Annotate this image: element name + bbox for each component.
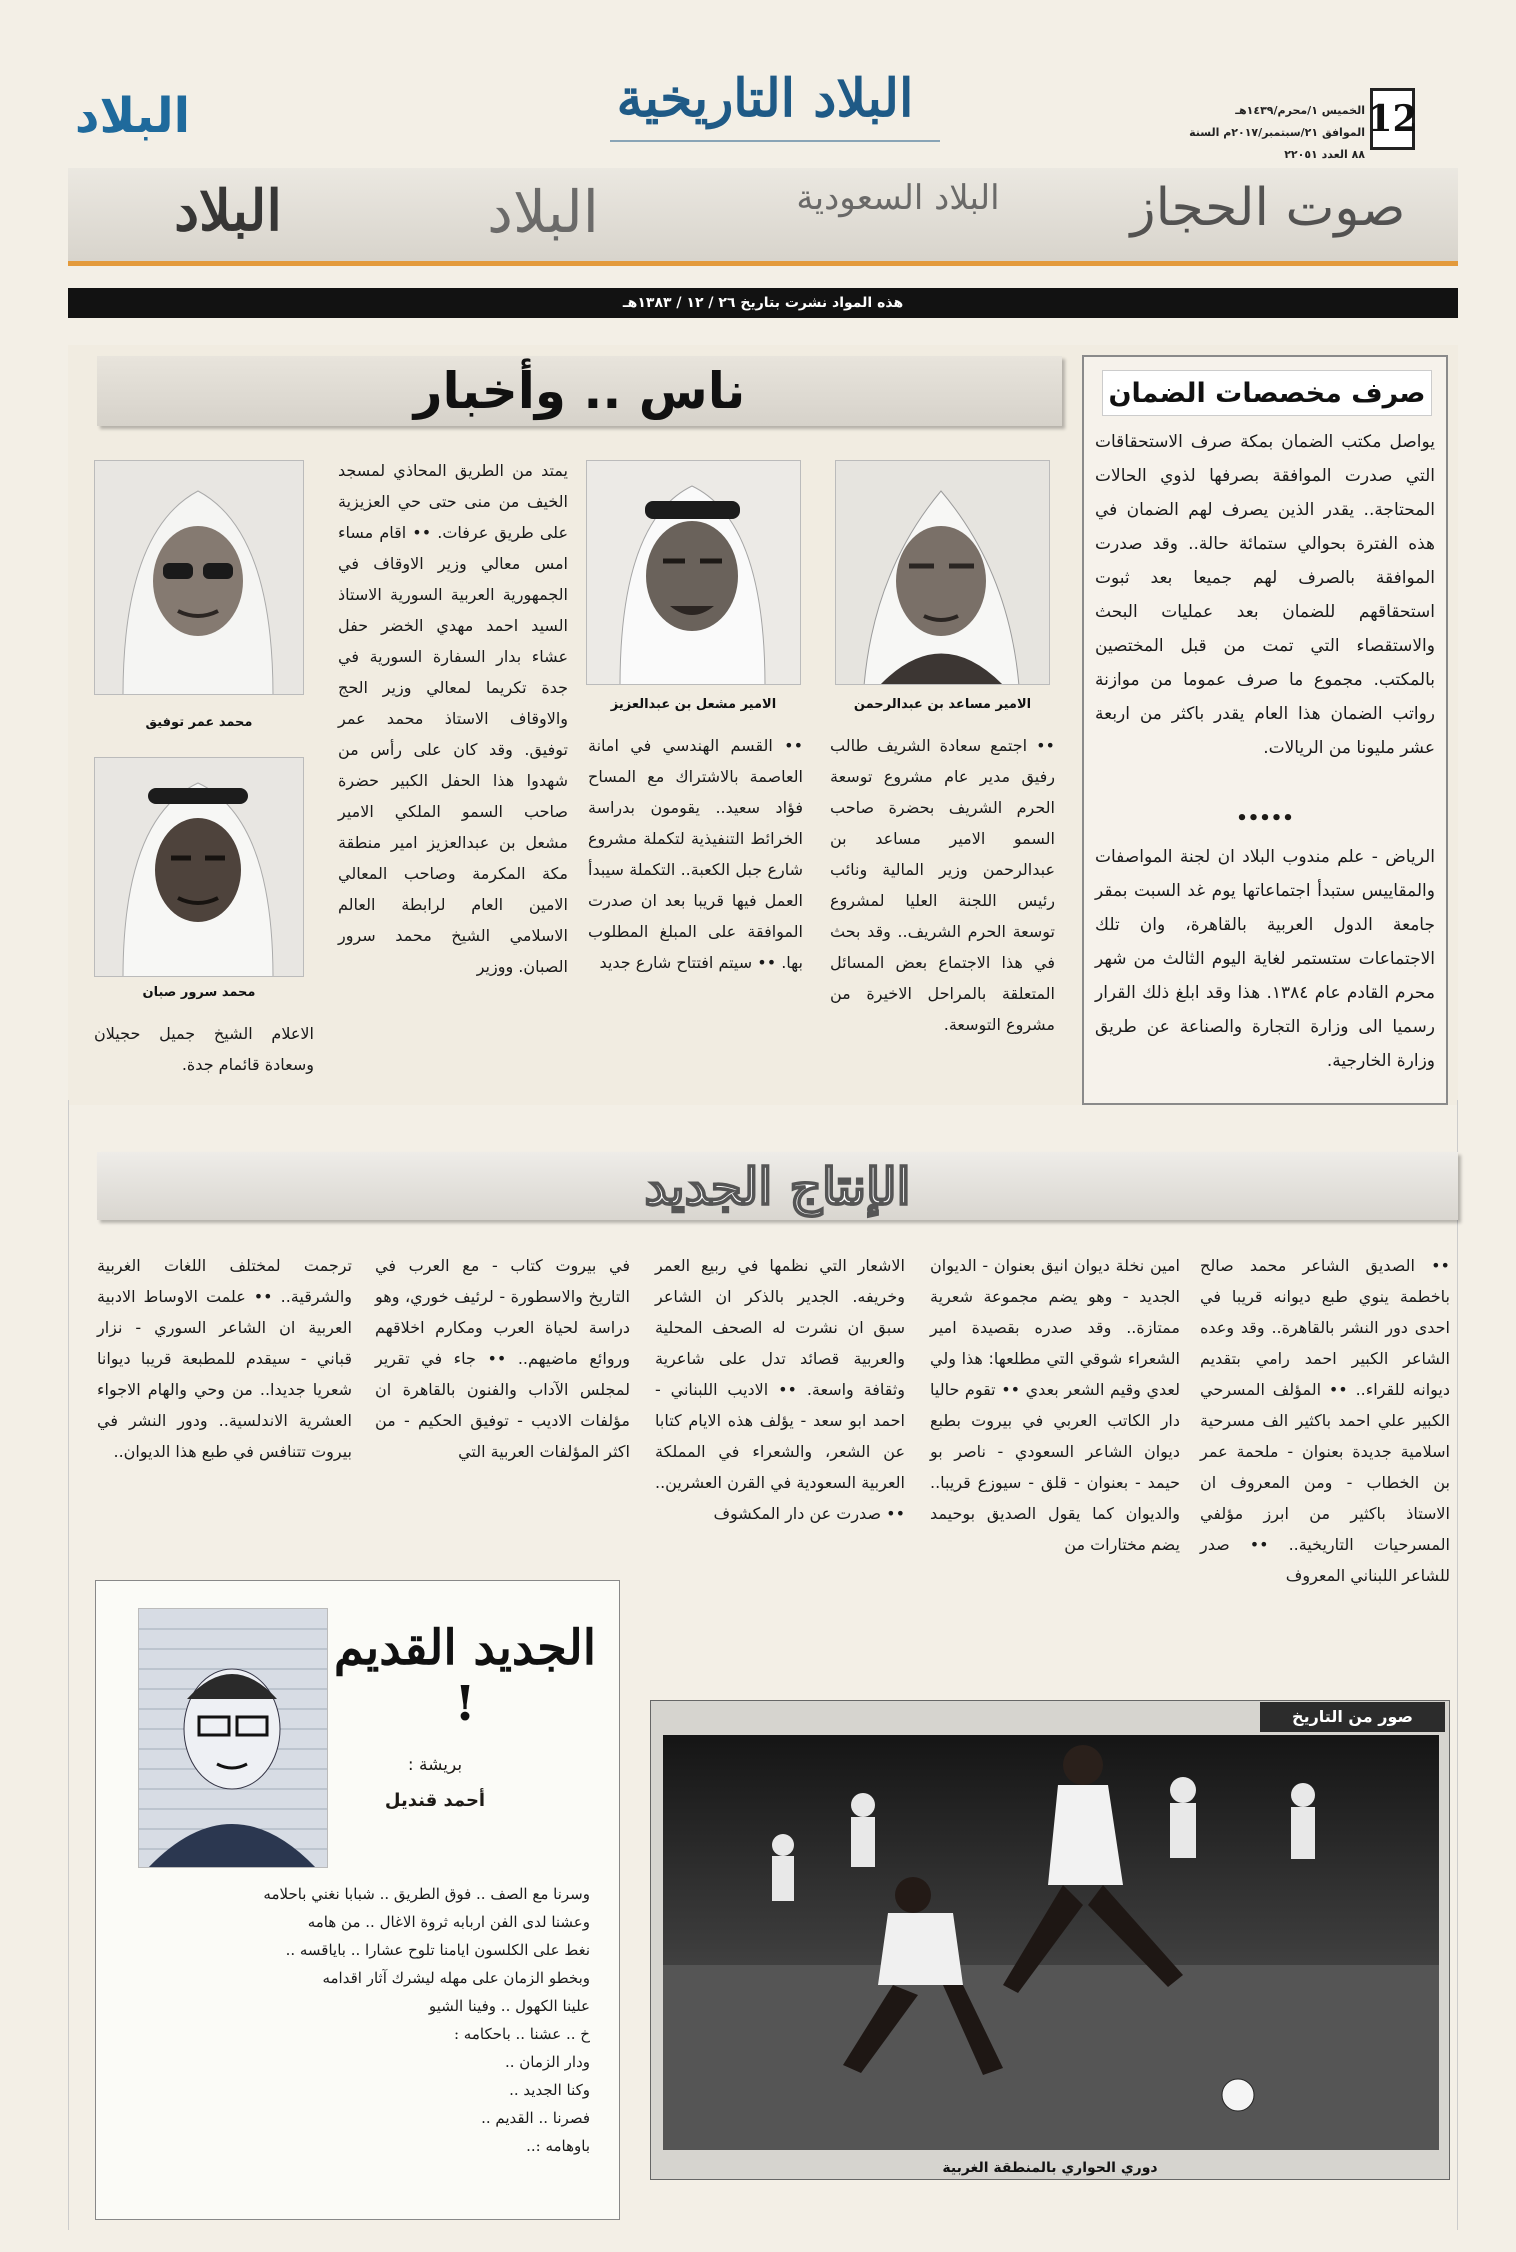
old-logo-sawt-alhijaz: صوت الحجاز [1130, 178, 1406, 238]
intaj-column-3: الاشعار التي نظمها في ربيع العمر وخريفه. الجدير بالذكر ان الشاعر سبق ان نشرت له الصحف المحلية والعربية قصائد تدل على شاعرية وثقافة واسعة. •• الاديب اللبناني - احمد ابو سعد - يؤلف هذه الايام كتابا عن الشعر، والشعراء في المملكة العربية السعودية في القرن العشرين.. •• صدرت عن دار المكشوف [655, 1256, 905, 1523]
old-logo-albilad-alsaudia: البلاد السعودية [796, 178, 1000, 218]
historic-logos-strip [68, 168, 1458, 266]
issue-info [1180, 100, 1365, 166]
poem-verse-line: علينا الكهول .. وفينا الشيو [428, 1997, 590, 2015]
brand-logo: البلاد [74, 88, 191, 144]
nas-column-4: الاعلام الشيخ جميل حجيلان وسعادة قائمام جدة. [94, 1024, 314, 1074]
nas-column-2: •• القسم الهندسي في امانة العاصمة بالاشتراك مع المساح فؤاد سعيد.. يقومون بدراسة الخرائط التنفيذية لتكملة مشروع شارع جبل الكعبة.. التكملة سيبدأ العمل فيها قريبا بعد ان صدرت الموافقة على المبلغ المطلوب بها. •• سيتم افتتاح شارع جديد [588, 736, 803, 972]
poem-verse-line: نغط على الكلسون ايامنا تلوح عشارا .. باياقسه .. [285, 1941, 590, 1959]
publication-date-bar: هذه المواد نشرت بتاريخ ٢٦ / ١٢ / ١٣٨٣هـ [68, 288, 1458, 318]
edition-title-underline [610, 140, 940, 142]
poem-verse-line: وسرنا مع الصف .. فوق الطريق .. شبابا نغني باحلامه [263, 1885, 590, 1903]
poem-verse-line: وبخطو الزمان على مهله ليشرك آثار اقدامه [322, 1969, 590, 1987]
portrait-musaed-caption: الامير مساعد بن عبدالرحمن [853, 697, 1032, 712]
history-photo-tag: صور من التاريخ [1260, 1702, 1445, 1732]
poem-verse-line: وكنا الجديد .. [509, 2081, 590, 2099]
intaj-column-1: •• الصديق الشاعر محمد صالح باخطمة ينوي طبع ديوانه قريبا في احدى دور النشر بالقاهرة.. وقد وعده الشاعر الكبير احمد رامي بتقديم ديوانه للقراء.. •• المؤلف المسرحي الكبير علي احمد باكثير الف مسرحية اسلامية جديدة بعنوان - ملحمة عمر بن الخطاب - ومن المعروف ان الاستاذ باكثير من ابرز مؤلفي المسرحيات التاريخية.. •• صدر للشاعر اللبناني المعروف [1200, 1256, 1450, 1585]
nas-column-1: •• اجتمع سعادة الشريف طالب رفيق مدير عام مشروع توسعة الحرم الشريف بحضرة صاحب السمو الامير مساعد بن عبدالرحمن وزير المالية ونائب رئيس اللجنة العليا لمشروع توسعة الحرم الشريف.. وقد بحث في هذا الاجتماع بعض المسائل المتعلقة بالمراحل الاخيرة من مشروع التوسعة. [830, 736, 1055, 1034]
portrait-sabban-caption: محمد سرور صبان [142, 985, 256, 1000]
portrait-sabban-photo [94, 757, 304, 977]
poem-verses [140, 1880, 590, 2160]
old-logo-albilad: البلاد [487, 178, 599, 246]
edition-title: البلاد التاريخية [616, 68, 914, 129]
football-match-photo [663, 1735, 1439, 2150]
history-photo-caption: دوري الحواري بالمنطقة الغربية [942, 2160, 1158, 2176]
portrait-musaed-photo [835, 460, 1050, 685]
poem-verse-line: باوهامه :.. [526, 2137, 590, 2155]
nas-section-title: ناس .. وأخبار [97, 356, 1062, 426]
poem-verse-line: خ .. عشنا .. باحكامه : [453, 2025, 590, 2043]
intaj-column-2: امين نخلة ديوان انيق بعنوان - الديوان الجديد - وهو يضم مجموعة شعرية ممتازة.. وقد صدره بقصيدة امير الشعراء شوقي التي مطلعها: هذا ولي لعدي وقيم الشعر بعدي •• تقوم حاليا دار الكاتب العربي في بيروت بطبع ديوان الشاعر السعودي - ناصر بو حيمد - بعنوان - قلق - سيوزع قريبا.. والديوان كما يقول الصديق بوحيمد يضم مختارات من [930, 1256, 1180, 1554]
dhaman-paragraph-1: يواصل مكتب الضمان بمكة صرف الاستحقاقات التي صدرت الموافقة بصرفها لذوي الحالات المحتاجة.. يقدر الذين يصرف لهم الضمان في هذه الفترة بحوالي ستمائة حالة.. وقد صدرت الموافقة بالصرف لهم جميعا بعد ثبوت استحقاقهم للضمان بعد عمليات البحث والاستقصاء التي تمت من قبل المختصين بالمكتب. مجموع ما صرف عموما من موازنة رواتب الضمان هذا العام يقدر باكثر من اربعة عشر مليونا من الريالات. [1095, 432, 1435, 758]
portrait-mishaal-photo [586, 460, 801, 685]
intaj-column-5: ترجمت لمختلف اللغات الغربية والشرقية.. •• علمت الاوساط الادبية العربية ان الشاعر السوري - نزار قباني - سيقدم للمطبعة قريبا ديوانا شعريا جديدا.. من وحي والهام الاجواء العشرية الاندلسية.. ودور النشر في بيروت تتنافس في طبع هذا الديوان.. [97, 1256, 352, 1461]
intaj-column-4: في بيروت كتاب - مع العرب في التاريخ والاسطورة - لرئيف خوري، وهو دراسة لحياة العرب ومكارم اخلاقهم وروائع ماضيهم.. •• جاء في تقرير لمجلس الآداب والفنون بالقاهرة ان مؤلفات الاديب - توفيق الحكيم - من اكثر المؤلفات العربية التي [375, 1256, 630, 1461]
dhaman-paragraph-2: الرياض - علم مندوب البلاد ان لجنة المواصفات والمقاييس ستبدأ اجتماعاتها يوم غد السبت بمقر جامعة الدول العربية بالقاهرة، وان تلك الاجتماعات ستستمر لغاية اليوم الثالث من شهر محرم القادم عام ١٣٨٤. هذا وقد ابلغ ذلك القرار رسميا الى وزارة التجارة والصناعة عن طريق وزارة الخارجية. [1095, 847, 1435, 1071]
poem-by-label: بريشة : [407, 1755, 463, 1775]
poem-verse-line: وعشنا لدى الفن اربابه ثروة الاغال .. من هامه [307, 1913, 590, 1931]
poem-author-portrait [138, 1608, 328, 1868]
nas-column-3: يمتد من الطريق المحاذي لمسجد الخيف من منى حتى حي العزيزية على طريق عرفات. •• اقام مساء امس معالي وزير الاوقاف في الجمهورية العربية السورية الاستاذ السيد احمد مهدي الخضر حفل عشاء بدار السفارة السورية في جدة تكريما لمعالي وزير الحج والاوقاف الاستاذ محمد عمر توفيق. وقد كان على رأس من شهدوا هذا الحفل الكبير حضرة صاحب السمو الملكي الامير مشعل بن عبدالعزيز امير منطقة مكة المكرمة وصاحب المعالي الامين العام لرابطة العالم الاسلامي الشيخ محمد سرور الصبان. ووزير [338, 461, 568, 976]
poem-verse-line: ودار الزمان .. [504, 2053, 590, 2071]
dhaman-separator: ••••• [1236, 808, 1294, 829]
issue-number: الموافق ٢١/سبتمبر/٢٠١٧م السنة ٨٨ العدد ٢٢٠٥١ [1189, 126, 1365, 161]
issue-date: الخميس ١/محرم/١٤٣٩هـ [1235, 104, 1365, 117]
poem-clipping-title: الجديد القديم ! [333, 1620, 597, 1732]
poem-verse-line: فصرنا .. القديم .. [481, 2109, 590, 2127]
portrait-tawfiq-caption: محمد عمر توفيق [145, 715, 253, 730]
dhaman-article-title: صرف مخصصات الضمان [1102, 370, 1432, 416]
poem-author: أحمد قنديل [384, 1790, 486, 1811]
portrait-mishaal-caption: الامير مشعل بن عبدالعزيز [610, 697, 777, 712]
page-number: 12 [1370, 88, 1415, 150]
old-logo-albilad-bold: البلاد [174, 178, 282, 244]
intaj-section-title: الإنتاج الجديد [97, 1152, 1458, 1220]
portrait-tawfiq-photo [94, 460, 304, 695]
